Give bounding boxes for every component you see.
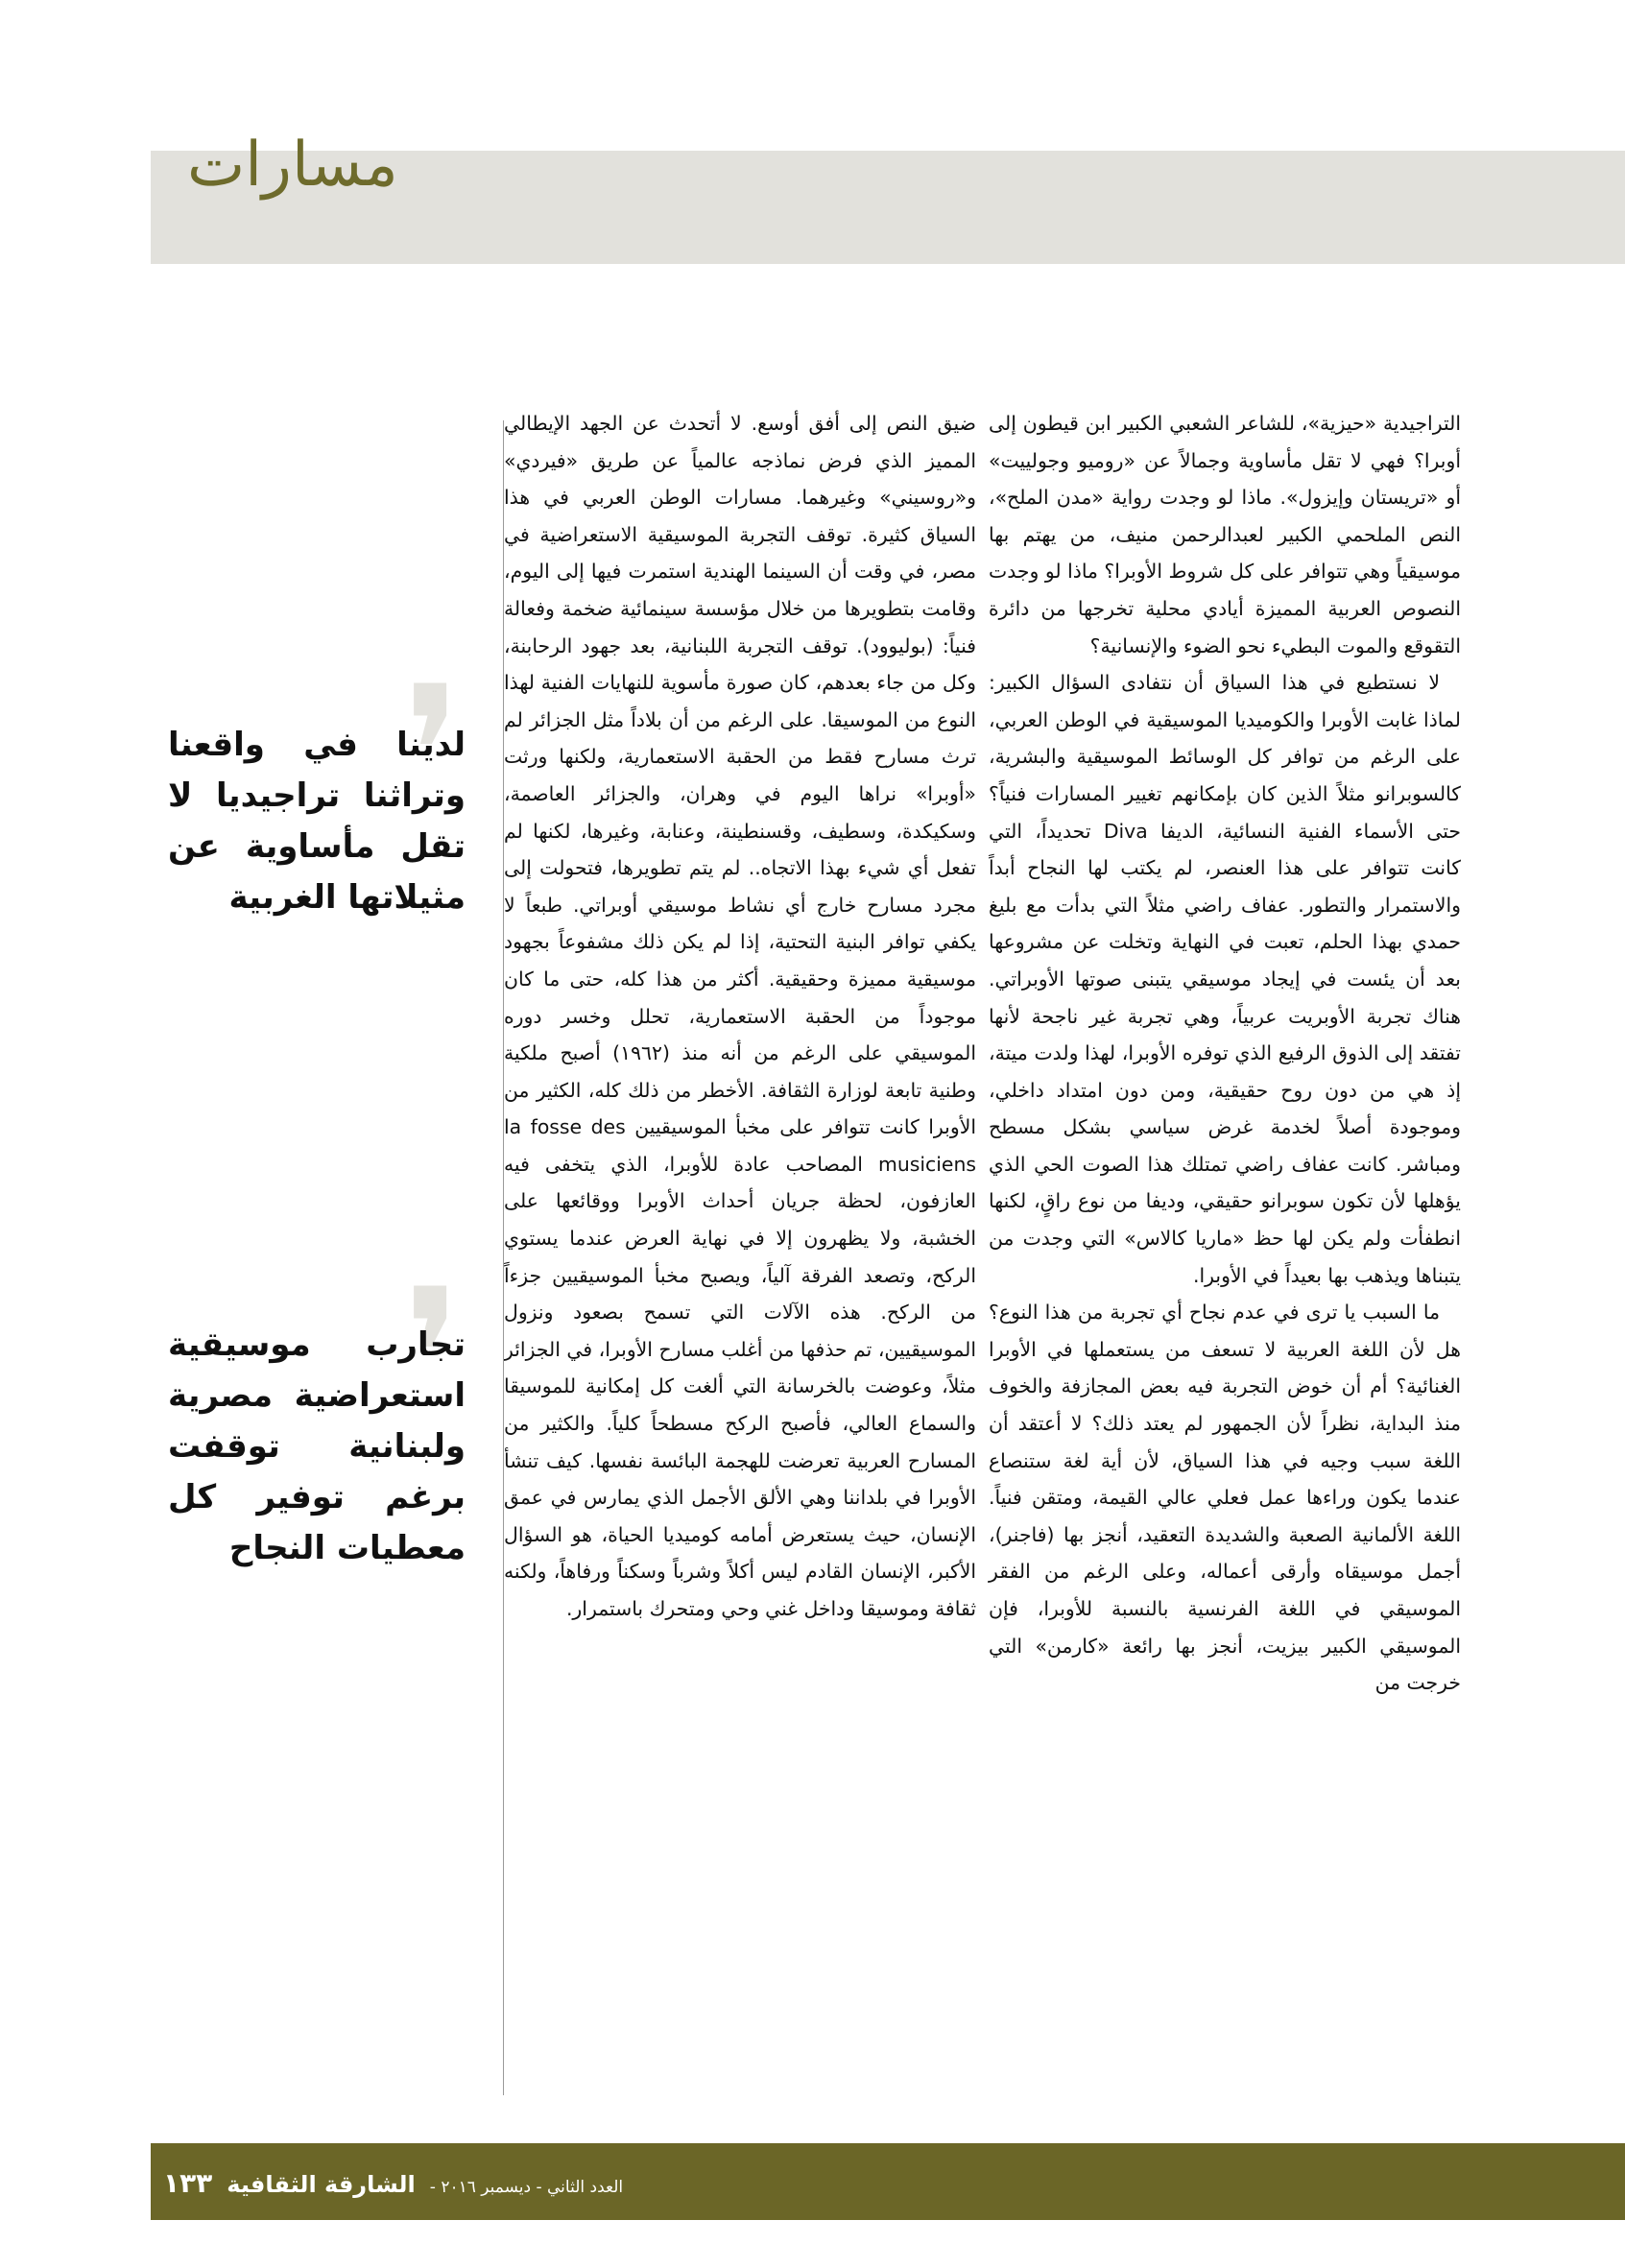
article-column-right	[989, 405, 1461, 1702]
paragraph: التراجيدية «حيزية»، للشاعر الشعبي الكبير ابن قيطون إلى أوبرا؟ فهي لا تقل مأساوية وجمالاً عن «روميو وجولييت» أو «تريستان وإيزول». ماذا لو وجدت رواية «مدن الملح»، النص الملحمي الكبير لعبدالرحمن منيف، من يهتم بها موسيقياً وهي تتوافر على كل شروط الأوبرا؟ ماذا لو وجدت النصوص العربية المميزة أيادي محلية تخرجها من دائرة التقوقع والموت البطيء نحو الضوء والإنسانية؟	[989, 412, 1461, 657]
paragraph: لا نستطيع في هذا السياق أن نتفادى السؤال الكبير: لماذا غابت الأوبرا والكوميديا الموسيقية في الوطن العربي، على الرغم من توافر كل الوسائط الموسيقية والبشرية، كالسوبرانو مثلاً الذين كان بإمكانهم تغيير المسارات فنياً؟ حتى الأسماء الفنية النسائية، الديفا Diva تحديداً، التي كانت تتوافر على هذا العنصر، لم يكتب لها النجاح أبداً والاستمرار والتطور. عفاف راضي مثلاً التي بدأت مع بليغ حمدي بهذا الحلم، تعبت في النهاية وتخلت عن مشروعها بعد أن يئست في إيجاد موسيقي يتبنى صوتها الأوبراتي. هناك تجربة الأوبريت عربياً، وهي تجربة غير ناجحة لأنها تفتقد إلى الذوق الرفيع الذي توفره الأوبرا، لهذا ولدت ميتة، إذ هي من دون روح حقيقية، ومن دون امتداد داخلي، وموجودة أصلاً لخدمة غرض سياسي بشكل مسطح ومباشر. كانت عفاف راضي تمتلك هذا الصوت الحي الذي يؤهلها لأن تكون سوبرانو حقيقي، وديفا من نوع راقٍ، لكنها انطفأت ولم يكن لها حظ «ماريا كالاس» التي وجدت من يتبناها ويذهب بها بعيداً في الأوبرا.	[989, 671, 1461, 1287]
paragraph: ضيق النص إلى أفق أوسع. لا أتحدث عن الجهد الإيطالي المميز الذي فرض نماذجه عالمياً عن طريق «فيردي» و«روسيني» وغيرهما. مسارات الوطن العربي في هذا السياق كثيرة. توقف التجربة الموسيقية الاستعراضية في مصر، في وقت أن السينما الهندية استمرت فيها إلى اليوم، وقامت بتطويرها من خلال مؤسسة سينمائية ضخمة وفعالة فنياً: (بوليوود). توقف التجربة اللبنانية، بعد جهود الرحابنة، وكل من جاء بعدهم، كان صورة مأسوية للنهايات الفنية لهذا النوع من الموسيقا. على الرغم من أن بلاداً مثل الجزائر لم ترث مسارح فقط من الحقبة الاستعمارية، ولكنها ورثت «أوبرا» نراها اليوم في وهران، والجزائر العاصمة، وسكيكدة، وسطيف، وقسنطينة، وعنابة، وغيرها، لكنها لم تفعل أي شيء بهذا الاتجاه.. لم يتم تطويرها، فتحولت إلى مجرد مسارح خارج أي نشاط موسيقي أوبراتي. طبعاً لا يكفي توافر البنية التحتية، إذا لم يكن ذلك مشفوعاً بجهود موسيقية مميزة وحقيقية. أكثر من هذا كله، حتى ما كان موجوداً من الحقبة الاستعمارية، تحلل وخسر دوره الموسيقي على الرغم من أنه منذ (١٩٦٢) أصبح ملكية وطنية تابعة لوزارة الثقافة. الأخطر من ذلك كله، الكثير من الأوبرا كانت تتوافر على مخبأ الموسيقيين la fosse des musiciens المصاحب عادة للأوبرا، الذي يتخفى فيه العازفون، لحظة جريان أحداث الأوبرا ووقائعها على الخشبة، ولا يظهرون إلا في نهاية العرض عندما يستوي الركح، وتصعد الفرقة آلياً، ويصبح مخبأ الموسيقيين جزءاً من الركح. هذه الآلات التي تسمح بصعود ونزول الموسيقيين، تم حذفها من أغلب مسارح الأوبرا، في الجزائر مثلاً، وعوضت بالخرسانة التي ألغت كل إمكانية للموسيقا والسماع العالي، فأصبح الركح مسطحاً كلياً. والكثير من المسارح العربية تعرضت للهجمة البائسة نفسها. كيف تنشأ الأوبرا في بلداننا وهي الألق الأجمل الذي يمارس في عمق الإنسان، حيث يستعرض أمامه كوميديا الحياة، هو السؤال الأكبر، الإنسان القادم ليس أكلاً وشرباً وسكناً ورفاهاً، ولكنه ثقافة وموسيقا وداخل غني وحي ومتحرك باستمرار.	[504, 412, 976, 1620]
section-title: مسارات	[187, 130, 398, 201]
column-divider	[503, 420, 504, 2095]
quote-mark-icon: ❜	[403, 647, 463, 859]
quote-mark-icon: ❜	[403, 1250, 463, 1462]
pull-quote: لدينا في واقعنا وتراثنا تراجيديا لا تقل مأساوية عن مثيلاتها الغربية	[168, 726, 466, 917]
footer	[163, 2167, 623, 2199]
pull-quote: تجارب موسيقية استعراضية مصرية ولبنانية توقفت برغم توفير كل معطيات النجاح	[168, 1325, 466, 1567]
issue-info: العدد الثاني - ديسمبر ٢٠١٦ -	[429, 2178, 624, 2197]
paragraph: ما السبب يا ترى في عدم نجاح أي تجربة من هذا النوع؟ هل لأن اللغة العربية لا تسعف من يستعملها في الأوبرا الغنائية؟ أم أن خوض التجربة فيه بعض المجازفة والخوف منذ البداية، نظراً لأن الجمهور لم يعتد ذلك؟ لا أعتقد أن اللغة سبب وجيه في هذا السياق، لأن أية لغة ستنصاع عندما يكون وراءها عمل فعلي عالي القيمة، ومتقن فنياً. اللغة الألمانية الصعبة والشديدة التعقيد، أنجز بها (فاجنر)، أجمل موسيقاه وأرقى أعماله، وعلى الرغم من الفقر الموسيقي في اللغة الفرنسية بالنسبة للأوبرا، فإن الموسيقي الكبير بيزيت، أنجز بها رائعة «كارمن» التي خرجت من	[989, 1301, 1461, 1695]
page-number: ١٣٣	[163, 2167, 213, 2199]
publication-name: الشارقة الثقافية	[227, 2171, 416, 2198]
article-column-middle	[504, 405, 976, 1628]
